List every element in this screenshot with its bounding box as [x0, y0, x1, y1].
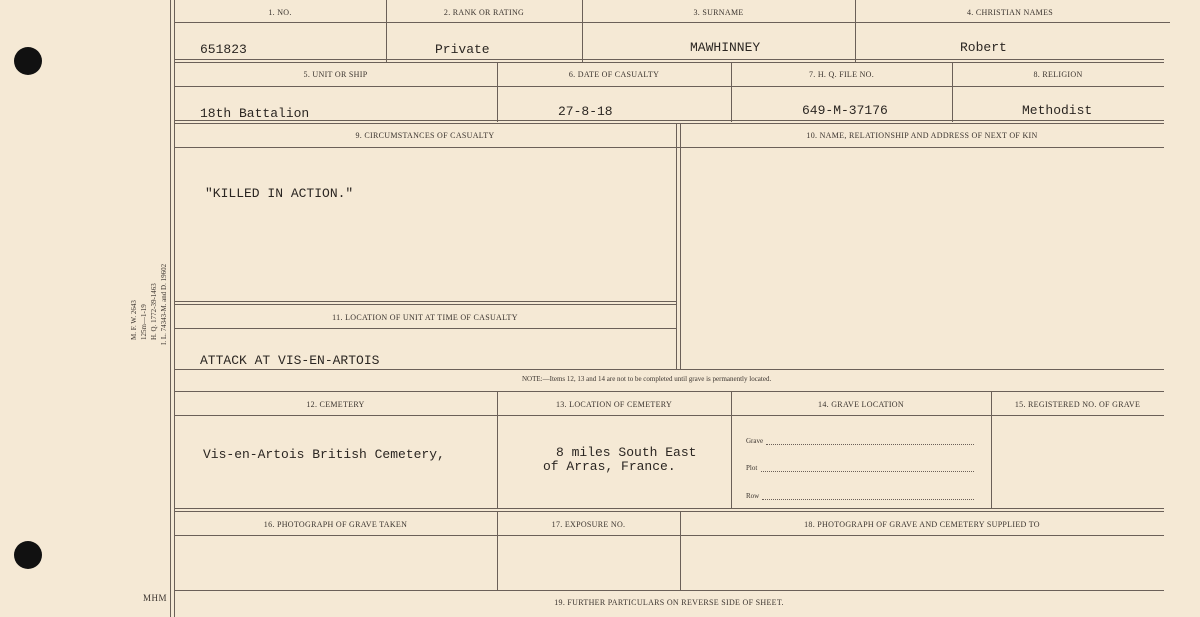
- cemetery-location-line2: of Arras, France.: [543, 459, 676, 474]
- header-grave-location: 14. GRAVE LOCATION: [818, 400, 904, 409]
- printer-imprint-2: 125m—1-19: [140, 304, 148, 340]
- punch-hole-bottom: [14, 541, 42, 569]
- circumstances: "KILLED IN ACTION.": [205, 186, 354, 201]
- header-date: 6. DATE OF CASUALTY: [568, 70, 660, 79]
- header-unit: 5. UNIT OR SHIP: [303, 70, 368, 79]
- header-location-of-unit: 11. LOCATION OF UNIT AT TIME OF CASUALTY: [332, 313, 518, 322]
- header-cemetery: 12. CEMETERY: [306, 400, 365, 409]
- printer-imprint-1: M. F. W. 2643: [130, 300, 138, 340]
- header-exposure-no: 17. EXPOSURE NO.: [551, 520, 626, 529]
- header-rank: 2. RANK OR RATING: [443, 8, 525, 17]
- grave-label: Grave: [746, 437, 764, 445]
- header-photograph-taken: 16. PHOTOGRAPH OF GRAVE TAKEN: [263, 520, 408, 529]
- header-file: 7. H. Q. FILE NO.: [808, 70, 875, 79]
- cemetery-location-line1: 8 miles South East: [556, 445, 697, 460]
- row-label: Row: [746, 492, 760, 500]
- rank: Private: [435, 42, 490, 57]
- plot-label: Plot: [746, 464, 758, 472]
- punch-hole-top: [14, 47, 42, 75]
- note: NOTE:—Items 12, 13 and 14 are not to be completed until grave is permanently located.: [522, 375, 772, 383]
- hq-file-number: 649-M-37176: [802, 103, 888, 118]
- header-no: 1. NO.: [268, 8, 292, 17]
- header-registered-no: 15. REGISTERED NO. OF GRAVE: [1014, 400, 1141, 409]
- footer-further-particulars: 19. FURTHER PARTICULARS ON REVERSE SIDE OF SHEET.: [554, 598, 784, 607]
- header-christian-names: 4. CHRISTIAN NAMES: [966, 8, 1054, 17]
- header-next-of-kin: 10. NAME, RELATIONSHIP AND ADDRESS OF NEXT OF KIN: [806, 131, 1038, 140]
- date-of-casualty: 27-8-18: [558, 104, 613, 119]
- printer-imprint-3: H. Q. 1772-39-1463: [150, 283, 158, 340]
- unit: 18th Battalion: [200, 106, 310, 121]
- header-location-of-cemetery: 13. LOCATION OF CEMETERY: [555, 400, 673, 409]
- cemetery: Vis-en-Artois British Cemetery,: [203, 447, 445, 462]
- location-of-unit: ATTACK AT VIS-EN-ARTOIS: [200, 353, 380, 368]
- corner-mark: MHM: [143, 593, 168, 603]
- printer-imprint-4: I. L. 74343-M. and D. 19602: [160, 263, 168, 345]
- service-number: 651823: [200, 42, 247, 57]
- religion: Methodist: [1022, 103, 1093, 118]
- header-photograph-supplied: 18. PHOTOGRAPH OF GRAVE AND CEMETERY SUPPLIED TO: [804, 520, 1040, 529]
- surname: MAWHINNEY: [690, 40, 761, 55]
- header-circumstances: 9. CIRCUMSTANCES OF CASUALTY: [355, 131, 495, 140]
- header-surname: 3. SURNAME: [693, 8, 744, 17]
- christian-names: Robert: [960, 40, 1007, 55]
- header-religion: 8. RELIGION: [1033, 70, 1083, 79]
